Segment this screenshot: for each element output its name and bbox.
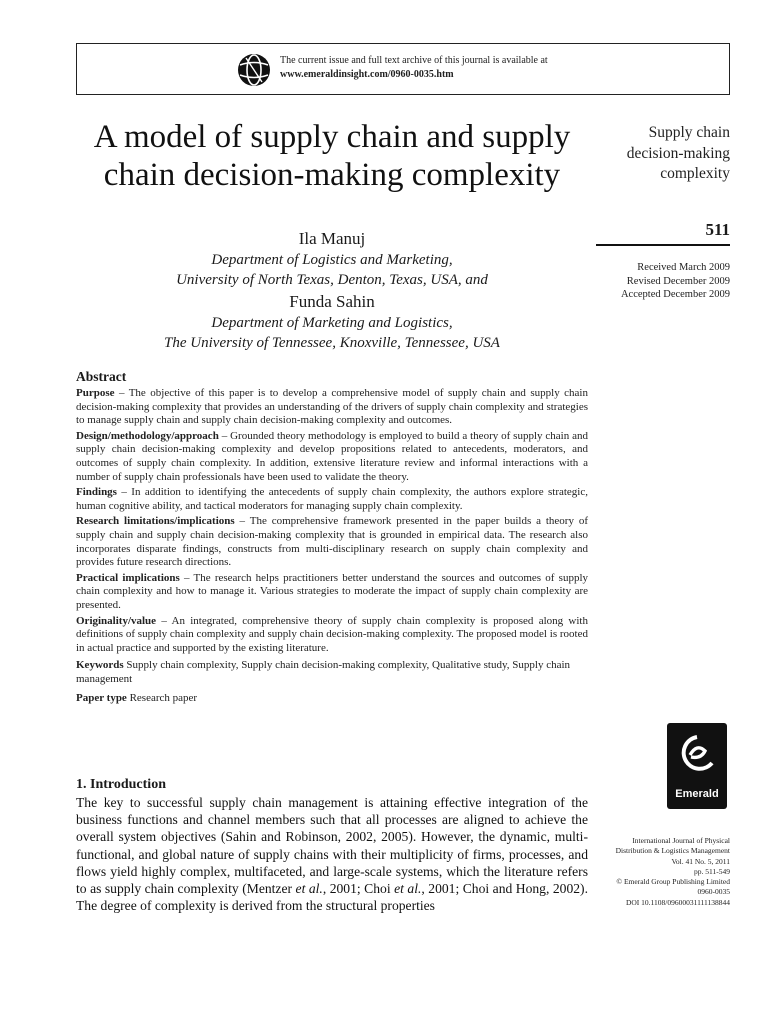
journal-info-line: pp. 511-549	[694, 866, 730, 876]
notice-line: The current issue and full text archive of this journal is available at	[280, 55, 548, 66]
abstract-limitations	[76, 515, 588, 569]
abstract-originality	[76, 615, 588, 656]
section-label: Findings	[76, 486, 117, 499]
section-label: Design/methodology/approach	[76, 429, 219, 442]
page-number: 511	[705, 220, 730, 239]
section-text: – Grounded theory methodology is employed to build a theory of supply chain and supply chain decision-making complexity and develop propositions related to antecedents, moderators, and outcomes of supply chain complexity. In addition, extensive literature review and informal interactions with a number of supply chain professionals have been used to validate the theory.	[76, 429, 588, 483]
journal-info	[586, 836, 730, 908]
journal-info-line: International Journal of Physical	[632, 836, 730, 845]
introduction-heading: 1. Introduction	[76, 777, 166, 792]
section-text: – The comprehensive framework presented in the paper builds a theory of supply chain and supply chain decision-making complexity that is grounded in empirical data. The research also incorporates disparate findings, constructs from multi-disciplinary research on supply chain complexity and provides future research directions.	[76, 515, 588, 569]
author-affiliation-1	[76, 250, 588, 290]
introduction-text	[76, 794, 588, 914]
intro-text-part: , 2001; Choi and Hong, 2002). The degree of complexity is derived from the structural properties	[76, 881, 588, 914]
sidebar-rule	[596, 244, 730, 246]
running-title: Supply chain decision-making complexity	[626, 124, 730, 182]
affiliation-line: The University of Tennessee, Knoxville, Tennessee, USA	[164, 335, 500, 351]
journal-info-line: Vol. 41 No. 5, 2011	[671, 856, 730, 866]
paper-type	[76, 692, 588, 706]
paper-type-text: Research paper	[126, 692, 198, 705]
paper-title: A model of supply chain and supply chain decision-making complexity	[93, 119, 571, 193]
keywords-label: Keywords	[76, 659, 124, 672]
publisher-name: Emerald	[675, 788, 719, 800]
author-affiliation-2	[76, 313, 588, 353]
journal-info-line: 0960-0035	[697, 887, 730, 897]
section-label: Practical implications	[76, 571, 180, 584]
date-received: Received March 2009	[637, 262, 730, 273]
emerald-logo-icon	[675, 729, 719, 785]
affiliation-line: Department of Marketing and Logistics,	[211, 315, 453, 331]
abstract-heading: Abstract	[76, 369, 127, 384]
journal-info-line: DOI 10.1108/09600031111138844	[625, 897, 730, 907]
section-text: – The objective of this paper is to develop a comprehensive model of supply chain and supply chain decision-making complexity that provides an understanding of the drivers of supply chain complexity and strategies to manage supply chain and supply chain decision-making complexity and outcomes.	[76, 387, 588, 427]
journal-info-line: © Emerald Group Publishing Limited	[616, 877, 730, 887]
date-revised: Revised December 2009	[626, 275, 730, 287]
keywords-text: Supply chain complexity, Supply chain decision-making complexity, Qualitative study, Supply chain management	[76, 659, 571, 685]
journal-info-line: Distribution & Logistics Management	[615, 846, 730, 856]
abstract-findings	[76, 486, 588, 513]
author-name-2: Funda Sahin	[289, 292, 375, 311]
notice-text	[280, 54, 548, 82]
section-text: – An integrated, comprehensive theory of supply chain complexity is proposed along with definitions of supply chain complexity and supply chain decision-making complexity. The proposed model is rooted in actual practice and supported by the existing literature.	[76, 614, 588, 654]
keywords	[76, 659, 588, 686]
section-label: Originality/value	[76, 614, 157, 627]
notice-url[interactable]: www.emeraldinsight.com/0960-0035.htm	[280, 69, 454, 80]
abstract-purpose	[76, 387, 588, 428]
date-accepted: Accepted December 2009	[620, 289, 730, 300]
section-text: – In addition to identifying the antecedents of supply chain complexity, the authors explore strategic, human cognitive ability, and tactical moderators for managing supply chain complexity.	[76, 486, 588, 512]
section-label: Research limitations/implications	[76, 515, 235, 528]
journal-notice-box	[76, 43, 730, 95]
paper-type-label: Paper type	[76, 692, 127, 705]
section-label: Purpose	[76, 387, 115, 399]
intro-text-italic: et al.	[394, 881, 422, 897]
submission-dates	[596, 261, 730, 302]
intro-text-italic: et al.	[295, 881, 323, 897]
intro-text-part: The key to successful supply chain management is attaining effective integration of the business functions and channel members such that all processes are aligned to achieve the overall system objectives (Sahin and Robinson, 2002, 2005). However, the dynamic, multi-functional, and global nature of supply chains with their multiplicity of firms, processes, and flows yield highly complex, multifaceted, and large-scale systems, which the literature refers to as supply chain complexity (Mentzer	[76, 795, 588, 897]
abstract-design	[76, 430, 588, 484]
intro-text-part: , 2001; Choi	[322, 881, 395, 897]
globe-icon	[237, 53, 271, 87]
author-name-1: Ila Manuj	[298, 229, 366, 248]
abstract-practical	[76, 572, 588, 613]
emerald-logo	[667, 723, 727, 809]
affiliation-line: Department of Logistics and Marketing,	[211, 252, 453, 268]
affiliation-line: University of North Texas, Denton, Texas, USA, and	[176, 272, 488, 288]
section-text: – The research helps practitioners better understand the sources and outcomes of supply chain complexity and how to manage it. Various strategies to moderate the impact of supply chain complexity are presented.	[76, 571, 589, 611]
abstract-body	[76, 387, 588, 708]
